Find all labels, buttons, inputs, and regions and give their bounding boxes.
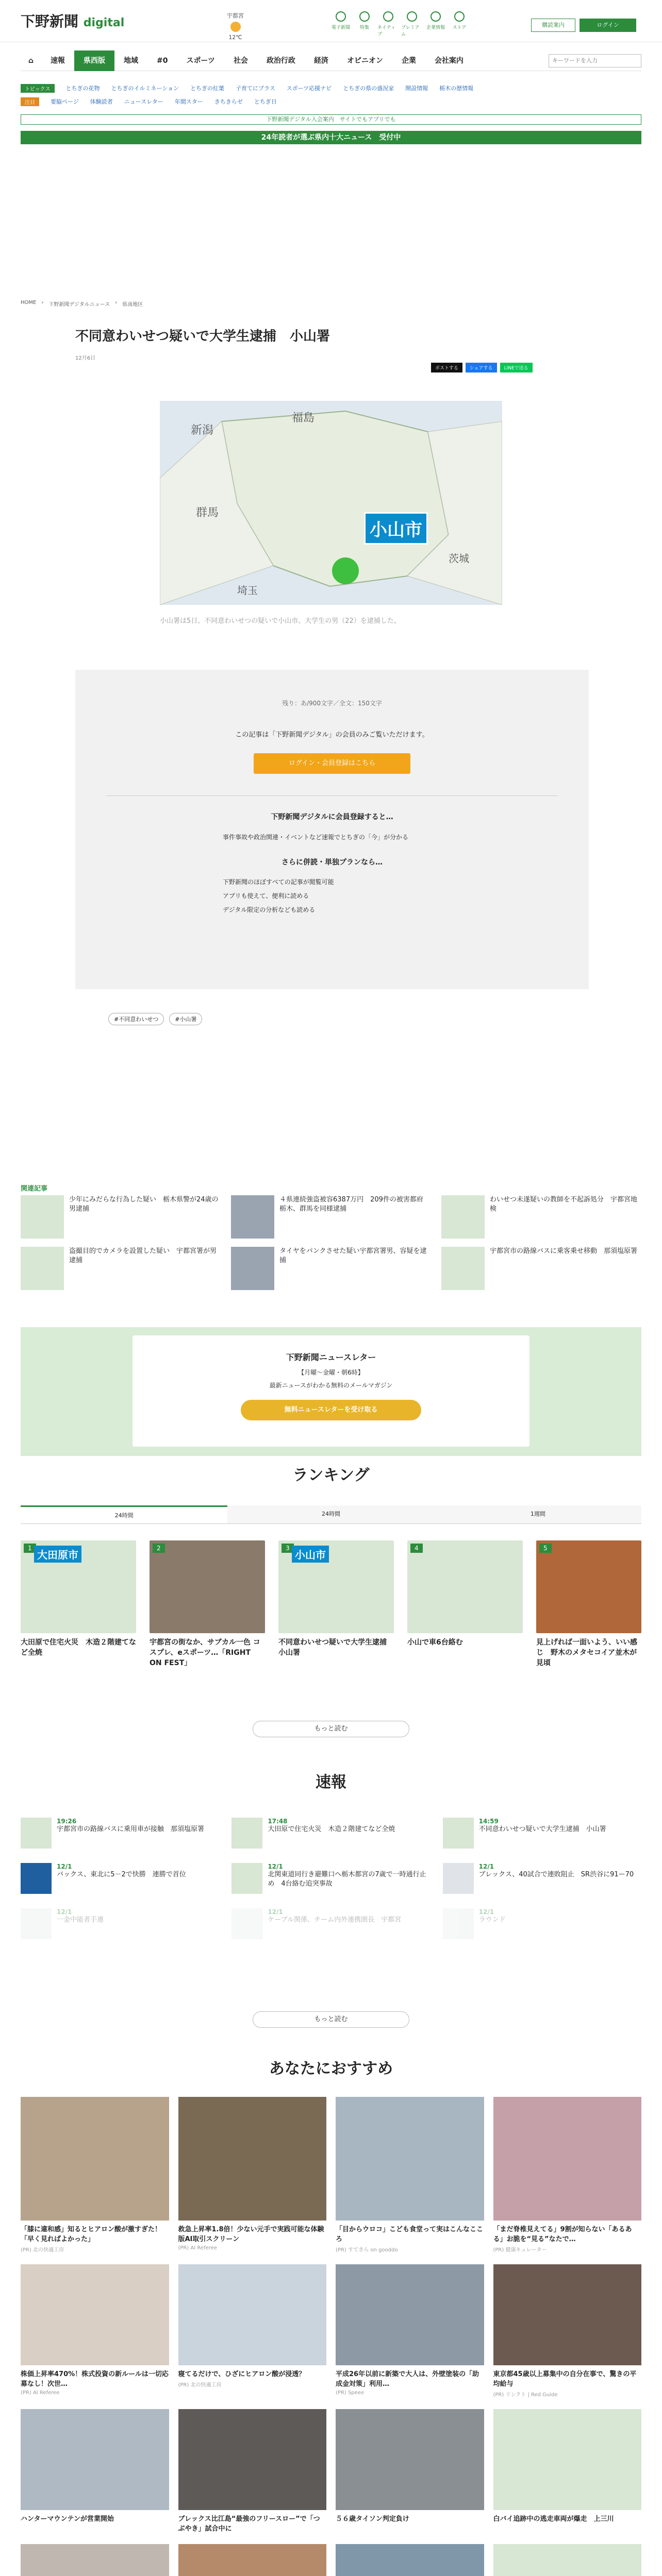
related-item[interactable]: 少年にみだらな行為した疑い 栃木県警が24歳の男逮捕	[21, 1195, 221, 1239]
topic-link[interactable]: とちぎの花物	[65, 85, 100, 92]
breadcrumb-item[interactable]: HOME	[21, 300, 37, 306]
recommend-thumb	[178, 2264, 327, 2365]
recommend-item[interactable]: ５６歳タイソン判定負け	[336, 2409, 484, 2533]
newsletter-button[interactable]: 無料ニュースレターを受け取る	[241, 1400, 421, 1420]
sokuho-time: 17:48	[268, 1818, 288, 1825]
recommend-item[interactable]: 株価上昇率470%！株式投資の新ルールは一切応募なし！次世… (PR) AI Referee	[21, 2264, 169, 2398]
map-label: 群馬	[196, 506, 219, 519]
map-label: 新潟	[191, 424, 214, 437]
tag-chip[interactable]: #小山署	[169, 1013, 202, 1025]
topic-link[interactable]: とちぎの紅葉	[190, 85, 225, 92]
sokuho-thumb	[443, 1908, 474, 1939]
native-icon	[383, 11, 393, 22]
ranking-tab[interactable]: 24時間	[227, 1505, 434, 1523]
recommend-thumb	[21, 2544, 169, 2576]
recommend-item[interactable]	[493, 2544, 642, 2576]
sokuho-item[interactable]: 12/1 一金中能者手連	[21, 1908, 219, 1939]
header-icon-links	[330, 11, 470, 37]
paywall-notice: この記事は「下野新聞デジタル」の会員のみご覧いただけます。	[235, 731, 429, 739]
more-plan-title: さらに併読・単独プランなら…	[282, 858, 383, 867]
recommend-item[interactable]: 白バイ追跡中の逃走車両が爆走 上三川	[493, 2409, 642, 2533]
header-link-4[interactable]: 企業情報	[425, 11, 446, 37]
ranking-title: ランキング	[292, 1466, 370, 1484]
related-thumb	[21, 1195, 64, 1239]
sokuho-item[interactable]: 17:48 大田原で住宅火災 木造２階建てなど全焼	[231, 1818, 430, 1849]
featured-link[interactable]: きちきらゼ	[214, 98, 243, 105]
paywall-login-button[interactable]: ログイン・会員登録はこちら	[254, 753, 410, 774]
featured-link[interactable]: とちぎ日	[254, 98, 277, 105]
search-input[interactable]	[549, 54, 641, 67]
topics-tag: トピックス	[21, 84, 55, 93]
newsletter-desc: 最新ニュースがわかる無料のメールマガジン	[269, 1382, 393, 1389]
sokuho-title: 速報	[316, 1773, 346, 1791]
rank-badge: 3	[282, 1544, 294, 1553]
ranking-tab[interactable]: 24時間	[21, 1505, 227, 1523]
ranking-thumb	[150, 1540, 265, 1633]
article-lead: 小山署は5日、不同意わいせつの疑いで小山市、大学生の男（22）を逮捕した。	[160, 617, 401, 625]
sokuho-item[interactable]: 12/1 バックス、東北に5－2で快勝 連勝で首位	[21, 1863, 219, 1894]
crown-icon	[407, 11, 417, 22]
recommend-item[interactable]: 救急上昇率1.8倍！少ない元手で実践可能な体験版AI取引スクリーン (PR) AI Referee	[178, 2097, 327, 2253]
sokuho-thumb	[231, 1863, 262, 1894]
tag-chip[interactable]: #不同意わいせつ	[108, 1013, 164, 1025]
recommend-item[interactable]: ブレックス比江島“最強のフリースロー”で「つぶやき」試合中に	[178, 2409, 327, 2533]
newsletter-sub: 【月曜～金曜・朝6時】	[298, 1369, 364, 1376]
sokuho-thumb	[21, 1863, 52, 1894]
recommend-item[interactable]	[21, 2544, 169, 2576]
nav-item-10[interactable]: 企業	[401, 56, 416, 65]
ranking-more-button[interactable]: もっと読む	[253, 1721, 409, 1737]
recommend-thumb	[493, 2264, 642, 2365]
recommend-title: あなたにおすすめ	[269, 2060, 393, 2078]
recommend-item[interactable]: 「まだ脊椎見えてる」9割が知らない「あるある」お脆を“見る”なたで… (PR) 健康キュレーター	[493, 2097, 642, 2253]
featured-row	[21, 96, 641, 107]
share-x-button[interactable]: ポストする	[431, 363, 462, 372]
topic-link[interactable]: スポーツ応援ナビ	[286, 85, 332, 92]
recommend-thumb	[21, 2097, 169, 2221]
ranking-thumb	[278, 1540, 394, 1633]
sokuho-more-button[interactable]: もっと読む	[253, 2011, 409, 2028]
related-thumb	[441, 1195, 485, 1239]
recommend-thumb	[336, 2544, 484, 2576]
share-facebook-button[interactable]: シェアする	[466, 363, 497, 372]
star-icon	[359, 11, 370, 22]
breadcrumb-item[interactable]: 下野新聞デジタルニュース	[48, 302, 110, 308]
article-map	[160, 401, 502, 605]
sokuho-time: 12/1	[478, 1863, 494, 1870]
header-link-3[interactable]: プレミアム	[401, 11, 423, 37]
related-thumb	[441, 1247, 485, 1290]
sokuho-thumb	[21, 1818, 52, 1849]
subscribe-button[interactable]: 購読案内	[531, 19, 575, 32]
featured-link[interactable]: ニュースレター	[124, 98, 163, 105]
recommend-item[interactable]: 「膝に違和感」知るとヒアロン酸が激すぎた！「早く見ればよかった」 (PR) 北の快適工房	[21, 2097, 169, 2253]
related-item[interactable]: わいせつ未遂疑いの教師を不起訴処分 宇都宮地検	[441, 1195, 641, 1239]
topics-row	[21, 82, 641, 94]
sokuho-item[interactable]: 12/1 ケーブル関係、チーム内外連携圏長 宇都宮	[231, 1908, 430, 1939]
ranking-item[interactable]: 3 小山市 不同意わいせつ疑いで大学生逮捕 小山署	[278, 1540, 394, 1658]
recommend-item[interactable]: 平成26年以前に新築で大人は、外壁塗装の「助成金対策」利用… (PR) Speee	[336, 2264, 484, 2398]
nav-item-2[interactable]: 県西版	[74, 50, 114, 71]
recommend-item[interactable]: ハンターマウンテンが営業開始	[21, 2409, 169, 2533]
recommend-thumb	[336, 2097, 484, 2221]
ranking-thumb	[536, 1540, 641, 1633]
breadcrumb-item[interactable]: 県南地区	[122, 302, 143, 308]
recommend-thumb	[493, 2409, 642, 2510]
sun-icon	[230, 22, 241, 32]
main-nav	[21, 50, 641, 71]
benefit-item: 事件事故や政治関連・イベントなど速報でとちぎの「今」が分かる	[223, 834, 409, 841]
sokuho-time: 12/1	[478, 1908, 494, 1916]
cart-icon	[454, 11, 465, 22]
recommend-thumb	[178, 2097, 327, 2221]
related-item[interactable]: タイヤをパンクさせた疑い宇都宮署男、容疑を逮捕	[231, 1247, 431, 1290]
nav-item-6[interactable]: 社会	[233, 56, 248, 65]
recommend-thumb	[336, 2409, 484, 2510]
sokuho-item[interactable]: 14:59 不同意わいせつ疑いで大学生逮捕 小山署	[443, 1818, 641, 1849]
recommend-item[interactable]: 「目からウロコ」こども食堂って実はこんなこころ (PR) すてきら on gooddo	[336, 2097, 484, 2253]
related-item[interactable]: ４県連続強盗被容6387万円 209件の被害都府 栃木、群馬を同様逮捕	[231, 1195, 431, 1239]
related-thumb	[21, 1247, 64, 1290]
featured-link[interactable]: 要脇ページ	[51, 98, 79, 105]
rank-badge: 4	[410, 1544, 423, 1553]
nav-item-11[interactable]: 会社案内	[434, 56, 464, 65]
weather-location: 宇都宮	[227, 12, 244, 19]
related-thumb	[231, 1195, 274, 1239]
topic-link[interactable]: とちぎの県の盛況家	[343, 85, 394, 92]
ranking-item[interactable]: 4 小山で車6台絡む	[407, 1540, 523, 1648]
recommend-item[interactable]: 東京都45歳以上募集中の自分在事で、驚きの平均給与 (PR) リンクト | Red Guide	[493, 2264, 642, 2398]
ranking-city: 小山市	[292, 1546, 329, 1563]
paywall-meter: 残り：あ/900文字／全文：150文字	[282, 700, 382, 707]
related-item[interactable]: 盗撮目的でカメラを設置した疑い 宇都宮署が男逮捕	[21, 1247, 221, 1290]
article-title: 不同意わいせつ疑いで大学生逮捕 小山署	[75, 329, 330, 344]
topic-link[interactable]: とちぎのイルミネーション	[111, 85, 179, 92]
nav-item-3[interactable]: 地域	[124, 56, 138, 65]
nav-item-1[interactable]: 速報	[51, 56, 65, 65]
recommend-thumb	[178, 2409, 327, 2510]
sokuho-thumb	[231, 1908, 262, 1939]
topic-link[interactable]: 開設情報	[405, 85, 428, 92]
recommend-thumb	[21, 2264, 169, 2365]
topic-link[interactable]: 子育てにプラス	[236, 85, 275, 92]
nav-item-9[interactable]: オピニオン	[346, 56, 383, 65]
membership-banner[interactable]: 下野新聞デジタル入会案内 サイトでもアプリでも	[21, 114, 641, 125]
nav-item-4[interactable]: #0	[157, 56, 168, 65]
map-label: 埼玉	[237, 584, 258, 597]
map-label: 福島	[292, 412, 315, 425]
benefit-title: 下野新聞デジタルに会員登録すると…	[271, 813, 393, 821]
sokuho-time: 14:59	[478, 1818, 499, 1825]
ranking-tab[interactable]: 1週間	[435, 1505, 641, 1523]
related-list	[21, 1195, 641, 1290]
article-date: 12月6日	[75, 355, 96, 361]
site-logo[interactable]: 下野新聞 digital	[21, 13, 125, 30]
ranking-item[interactable]: 2 宇都宮の街なか、サブカル一色 コスプレ、eスポーツ…「RIGHT ON FEST」	[150, 1540, 265, 1668]
login-button[interactable]: ログイン	[580, 19, 636, 32]
sokuho-time: 12/1	[57, 1863, 72, 1870]
featured-link[interactable]: 体験読者	[90, 98, 113, 105]
sokuho-thumb	[443, 1863, 474, 1894]
building-icon	[431, 11, 441, 22]
sokuho-time: 12/1	[268, 1908, 283, 1916]
topic-link[interactable]: 栃木の歴情報	[439, 85, 474, 92]
top-news-banner[interactable]: 24年読者が選ぶ県内十大ニュース 受付中	[21, 131, 641, 144]
nav-home-icon[interactable]: ⌂	[28, 56, 34, 65]
nav-item-5[interactable]: スポーツ	[186, 56, 215, 65]
nav-item-8[interactable]: 経済	[313, 56, 328, 65]
top-header	[0, 0, 662, 42]
share-buttons	[431, 363, 533, 372]
ranking-item[interactable]: 1 大田原市 大田原で住宅火災 木造２階建てなど全焼	[21, 1540, 136, 1658]
ranking-tabs	[21, 1505, 641, 1524]
newsletter-box	[21, 1327, 641, 1456]
recommend-thumb	[493, 2544, 642, 2576]
related-label: 関連記事	[21, 1185, 48, 1193]
header-link-2[interactable]: ネイティブ	[377, 11, 399, 37]
article-tags	[108, 1013, 202, 1025]
ranking-thumb	[407, 1540, 523, 1633]
more-plan-item: デジタル限定の分析なども読める	[223, 906, 316, 913]
recommend-item[interactable]	[336, 2544, 484, 2576]
header-link-0[interactable]: 電子新聞	[330, 11, 352, 37]
rank-badge: 1	[24, 1544, 36, 1553]
recommend-thumb	[178, 2544, 327, 2576]
ranking-thumb	[21, 1540, 136, 1633]
recommend-item[interactable]	[178, 2544, 327, 2576]
sokuho-time: 12/1	[268, 1863, 283, 1870]
recommend-grid	[21, 2097, 641, 2576]
header-link-1[interactable]: 特集	[354, 11, 375, 37]
header-link-5[interactable]: ストア	[449, 11, 470, 37]
related-item[interactable]: 宇都宮市の路線バスに乗客乗せ移動 那須塩原署	[441, 1247, 641, 1290]
sokuho-time: 19:26	[57, 1818, 77, 1825]
sokuho-thumb	[443, 1818, 474, 1849]
recommend-thumb	[21, 2409, 169, 2510]
recommend-thumb	[336, 2264, 484, 2365]
sokuho-list	[21, 1818, 641, 1939]
newspaper-icon	[336, 11, 346, 22]
nav-item-7[interactable]: 政治行政	[266, 56, 295, 65]
sokuho-item[interactable]: 19:26 宇都宮市の路線バスに乗用車が接触 那須塩原署	[21, 1818, 219, 1849]
rank-badge: 2	[153, 1544, 165, 1553]
paywall-box	[75, 670, 589, 989]
ranking-item[interactable]: 5 見上げれば一面いよう、いい感じ 野木のメタセコイア並木が見頃	[536, 1540, 641, 1668]
related-thumb	[231, 1247, 274, 1290]
newsletter-title: 下野新聞ニュースレター	[286, 1352, 376, 1362]
sokuho-thumb	[231, 1818, 262, 1849]
breadcrumb: HOME › 下野新聞デジタルニュース › 県南地区	[21, 300, 143, 308]
rank-badge: 5	[539, 1544, 552, 1553]
weather-temp: 12℃	[228, 34, 242, 41]
ranking-city: 大田原市	[34, 1546, 81, 1563]
sokuho-item[interactable]: 12/1 ブレックス、40試合で連敗阻止 SR渋谷に91ー70	[443, 1863, 641, 1894]
sokuho-thumb	[21, 1908, 52, 1939]
map-label: 茨城	[449, 552, 469, 565]
featured-tag: 注目	[21, 97, 39, 106]
recommend-thumb	[493, 2097, 642, 2221]
recommend-item[interactable]: 寝てるだけで、ひざにヒアロン酸が浸透？ (PR) 北の快適工房	[178, 2264, 327, 2398]
sokuho-item[interactable]: 12/1 北関東道同行き避難口へ栃木都宮の7歳で一時通行止め 4台絡む追突事故	[231, 1863, 430, 1894]
sokuho-time: 12/1	[57, 1908, 72, 1916]
sokuho-item[interactable]: 12/1 ラウンド	[443, 1908, 641, 1939]
share-line-button[interactable]: LINEで送る	[500, 363, 533, 372]
featured-link[interactable]: 年間スター	[174, 98, 203, 105]
more-plan-item: 下野新聞のほぼすべての記事が閲覧可能	[223, 878, 334, 886]
map-city-label: 小山市	[364, 512, 428, 545]
more-plan-item: アプリも使えて、便利に読める	[223, 892, 309, 900]
weather-widget	[227, 11, 244, 41]
